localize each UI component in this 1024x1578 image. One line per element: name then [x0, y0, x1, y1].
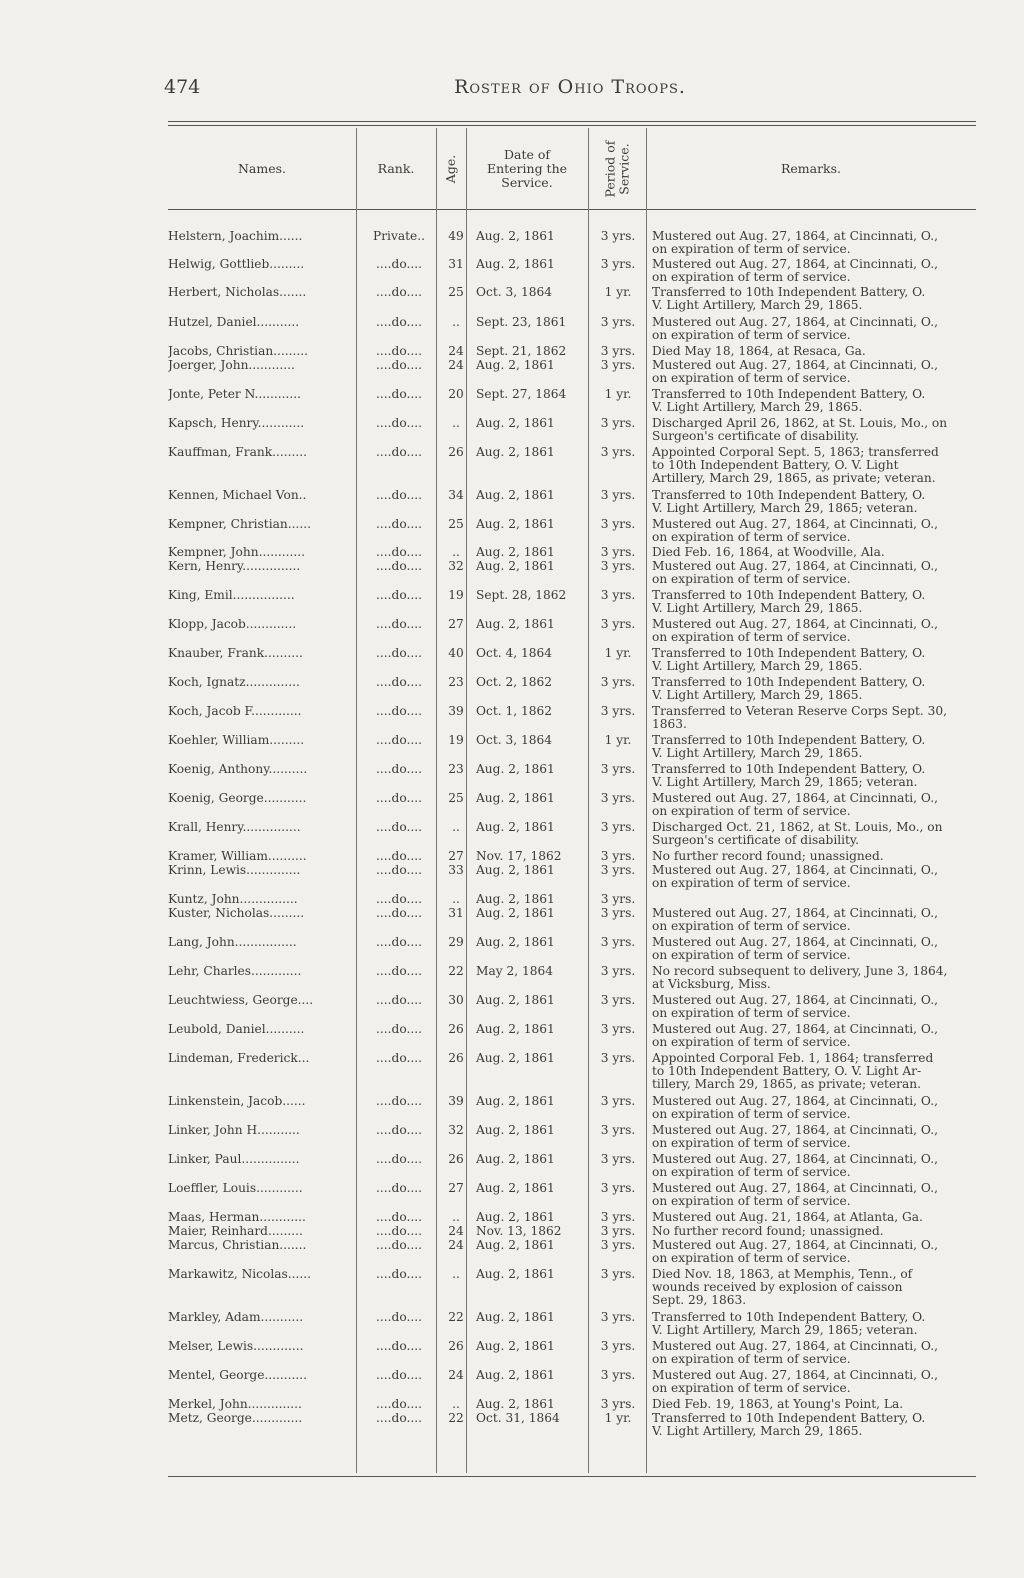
soldier-name: Linker, John H........... — [168, 1124, 300, 1137]
period-cell: 3 yrs. — [600, 316, 636, 329]
column-header-remarks: Remarks. — [780, 161, 842, 176]
remarks-cell: Transferred to 10th Independent Battery, O. V. Light Artillery, March 29, 1865. — [652, 676, 926, 702]
period-cell: 3 yrs. — [600, 1124, 636, 1137]
date-cell: Aug. 2, 1861 — [476, 230, 555, 243]
age-cell: 23 — [448, 763, 464, 776]
remarks-cell: Mustered out Aug. 21, 1864, at Atlanta, Ga. — [652, 1211, 923, 1224]
remarks-cell: Transferred to Veteran Reserve Corps Sept. 30, 1863. — [652, 705, 947, 731]
period-cell: 3 yrs. — [600, 936, 636, 949]
period-cell: 1 yr. — [604, 734, 632, 747]
soldier-name: Merkel, John.............. — [168, 1398, 302, 1411]
date-cell: Aug. 2, 1861 — [476, 618, 555, 631]
date-cell: Aug. 2, 1861 — [476, 1124, 555, 1137]
period-cell: 3 yrs. — [600, 1340, 636, 1353]
rank-cell: ....do.... — [376, 546, 422, 559]
remarks-cell: Transferred to 10th Independent Battery, O. V. Light Artillery, March 29, 1865. — [652, 589, 926, 615]
date-cell: Aug. 2, 1861 — [476, 1023, 555, 1036]
date-cell: Aug. 2, 1861 — [476, 1239, 555, 1252]
date-cell: Aug. 2, 1861 — [476, 1182, 555, 1195]
soldier-name: Kempner, John............ — [168, 546, 306, 559]
soldier-name: Lang, John................ — [168, 936, 297, 949]
period-cell: 3 yrs. — [600, 1095, 636, 1108]
rank-cell: ....do.... — [376, 936, 422, 949]
remarks-cell: Mustered out Aug. 27, 1864, at Cincinnati, O., on expiration of term of service. — [652, 864, 938, 890]
rank-cell: ....do.... — [376, 618, 422, 631]
period-cell: 1 yr. — [604, 388, 632, 401]
rank-cell: ....do.... — [376, 1182, 422, 1195]
rank-cell: ....do.... — [376, 893, 422, 906]
rank-cell: ....do.... — [376, 1225, 422, 1238]
soldier-name: Kern, Henry............... — [168, 560, 301, 573]
soldier-name: Hutzel, Daniel........... — [168, 316, 300, 329]
soldier-name: Maier, Reinhard......... — [168, 1225, 303, 1238]
age-cell: 39 — [448, 1095, 464, 1108]
rank-cell: ....do.... — [376, 258, 422, 271]
soldier-name: Leuchtwiess, George.... — [168, 994, 314, 1007]
age-cell: 22 — [448, 1311, 464, 1324]
soldier-name: Kempner, Christian...... — [168, 518, 311, 531]
age-cell: .. — [452, 417, 460, 430]
period-cell: 3 yrs. — [600, 1369, 636, 1382]
date-cell: Oct. 3, 1864 — [476, 734, 552, 747]
soldier-name: Marcus, Christian....... — [168, 1239, 307, 1252]
period-cell: 3 yrs. — [600, 965, 636, 978]
rank-cell: ....do.... — [376, 864, 422, 877]
age-cell: .. — [452, 893, 460, 906]
date-cell: Nov. 13, 1862 — [476, 1225, 562, 1238]
period-cell: 3 yrs. — [600, 489, 636, 502]
rank-cell: ....do.... — [376, 647, 422, 660]
soldier-name: Koch, Jacob F............. — [168, 705, 302, 718]
remarks-cell: Mustered out Aug. 27, 1864, at Cincinnati, O., on expiration of term of service. — [652, 936, 938, 962]
age-cell: 22 — [448, 965, 464, 978]
date-cell: Aug. 2, 1861 — [476, 1340, 555, 1353]
soldier-name: Koch, Ignatz.............. — [168, 676, 300, 689]
period-cell: 3 yrs. — [600, 518, 636, 531]
remarks-cell: Mustered out Aug. 27, 1864, at Cincinnati, O., on expiration of term of service. — [652, 1340, 938, 1366]
age-cell: 25 — [448, 792, 464, 805]
remarks-cell: Discharged Oct. 21, 1862, at St. Louis, Mo., on Surgeon's certificate of disability. — [652, 821, 943, 847]
rank-cell: Private.. — [373, 230, 425, 243]
date-cell: Aug. 2, 1861 — [476, 417, 555, 430]
remarks-cell: Transferred to 10th Independent Battery, O. V. Light Artillery, March 29, 1865. — [652, 286, 926, 312]
soldier-name: Helstern, Joachim...... — [168, 230, 303, 243]
period-cell: 3 yrs. — [600, 546, 636, 559]
age-cell: .. — [452, 1268, 460, 1281]
date-cell: Aug. 2, 1861 — [476, 1153, 555, 1166]
date-cell: Aug. 2, 1861 — [476, 560, 555, 573]
age-cell: 27 — [448, 850, 464, 863]
rank-cell: ....do.... — [376, 1412, 422, 1425]
remarks-cell: Died May 18, 1864, at Resaca, Ga. — [652, 345, 866, 358]
date-cell: Aug. 2, 1861 — [476, 1211, 555, 1224]
age-cell: .. — [452, 1398, 460, 1411]
rank-cell: ....do.... — [376, 489, 422, 502]
remarks-cell: Appointed Corporal Sept. 5, 1863; transferred to 10th Independent Battery, O. V. Light Artillery, March 29, 1865, as private; veteran. — [652, 446, 939, 485]
date-cell: Aug. 2, 1861 — [476, 763, 555, 776]
age-cell: 24 — [448, 345, 464, 358]
soldier-name: Helwig, Gottlieb......... — [168, 258, 305, 271]
period-cell: 3 yrs. — [600, 1268, 636, 1281]
age-cell: 24 — [448, 1239, 464, 1252]
soldier-name: Loeffler, Louis............ — [168, 1182, 303, 1195]
page-title: Roster of Ohio Troops. — [454, 76, 686, 98]
rank-cell: ....do.... — [376, 286, 422, 299]
rank-cell: ....do.... — [376, 907, 422, 920]
age-cell: 25 — [448, 286, 464, 299]
soldier-name: King, Emil................ — [168, 589, 295, 602]
page-number: 474 — [164, 76, 201, 98]
rank-cell: ....do.... — [376, 1239, 422, 1252]
period-cell: 3 yrs. — [600, 1211, 636, 1224]
remarks-cell: Mustered out Aug. 27, 1864, at Cincinnati, O., on expiration of term of service. — [652, 1153, 938, 1179]
soldier-name: Markawitz, Nicolas...... — [168, 1268, 312, 1281]
remarks-cell: Mustered out Aug. 27, 1864, at Cincinnati, O., on expiration of term of service. — [652, 258, 938, 284]
period-cell: 3 yrs. — [600, 792, 636, 805]
remarks-cell: Mustered out Aug. 27, 1864, at Cincinnati, O., on expiration of term of service. — [652, 1239, 938, 1265]
remarks-cell: Mustered out Aug. 27, 1864, at Cincinnati, O., on expiration of term of service. — [652, 316, 938, 342]
period-cell: 3 yrs. — [600, 907, 636, 920]
remarks-cell: Mustered out Aug. 27, 1864, at Cincinnati, O., on expiration of term of service. — [652, 518, 938, 544]
period-cell: 3 yrs. — [600, 417, 636, 430]
date-cell: Nov. 17, 1862 — [476, 850, 562, 863]
period-cell: 3 yrs. — [600, 850, 636, 863]
remarks-cell: Mustered out Aug. 27, 1864, at Cincinnati, O., on expiration of term of service. — [652, 907, 938, 933]
age-cell: 24 — [448, 1369, 464, 1382]
remarks-cell: No further record found; unassigned. — [652, 850, 884, 863]
date-cell: Oct. 1, 1862 — [476, 705, 552, 718]
rank-cell: ....do.... — [376, 1153, 422, 1166]
period-cell: 1 yr. — [604, 286, 632, 299]
date-cell: Aug. 2, 1861 — [476, 864, 555, 877]
age-cell: 31 — [448, 258, 464, 271]
period-cell: 3 yrs. — [600, 589, 636, 602]
period-cell: 3 yrs. — [600, 230, 636, 243]
date-cell: Aug. 2, 1861 — [476, 1095, 555, 1108]
remarks-cell: Mustered out Aug. 27, 1864, at Cincinnati, O., on expiration of term of service. — [652, 1124, 938, 1150]
age-cell: 22 — [448, 1412, 464, 1425]
period-cell: 3 yrs. — [600, 1225, 636, 1238]
date-cell: Aug. 2, 1861 — [476, 893, 555, 906]
remarks-cell: Mustered out Aug. 27, 1864, at Cincinnati, O., on expiration of term of service. — [652, 1023, 938, 1049]
rank-cell: ....do.... — [376, 446, 422, 459]
date-cell: Aug. 2, 1861 — [476, 907, 555, 920]
remarks-cell: No record subsequent to delivery, June 3, 1864, at Vicksburg, Miss. — [652, 965, 948, 991]
rank-cell: ....do.... — [376, 1268, 422, 1281]
remarks-cell: Mustered out Aug. 27, 1864, at Cincinnati, O., on expiration of term of service. — [652, 1369, 938, 1395]
period-cell: 3 yrs. — [600, 821, 636, 834]
soldier-name: Mentel, George........... — [168, 1369, 308, 1382]
soldier-name: Klopp, Jacob............. — [168, 618, 297, 631]
age-cell: .. — [452, 821, 460, 834]
period-cell: 3 yrs. — [600, 864, 636, 877]
rank-cell: ....do.... — [376, 821, 422, 834]
age-cell: 31 — [448, 907, 464, 920]
column-header-age-label: Age. — [443, 154, 458, 184]
remarks-cell: Mustered out Aug. 27, 1864, at Cincinnati, O., on expiration of term of service. — [652, 560, 938, 586]
soldier-name: Koehler, William......... — [168, 734, 305, 747]
date-cell: Aug. 2, 1861 — [476, 821, 555, 834]
date-cell: Aug. 2, 1861 — [476, 258, 555, 271]
rank-cell: ....do.... — [376, 705, 422, 718]
soldier-name: Kramer, William.......... — [168, 850, 307, 863]
age-cell: 23 — [448, 676, 464, 689]
soldier-name: Metz, George............. — [168, 1412, 303, 1425]
date-cell: Aug. 2, 1861 — [476, 994, 555, 1007]
soldier-name: Kennen, Michael Von.. — [168, 489, 307, 502]
date-cell: Aug. 2, 1861 — [476, 1369, 555, 1382]
remarks-cell: Transferred to 10th Independent Battery, O. V. Light Artillery, March 29, 1865. — [652, 1412, 926, 1438]
period-cell: 3 yrs. — [600, 1052, 636, 1065]
rank-cell: ....do.... — [376, 1369, 422, 1382]
age-cell: 26 — [448, 1052, 464, 1065]
remarks-cell: Died Feb. 16, 1864, at Woodville, Ala. — [652, 546, 885, 559]
age-cell: 39 — [448, 705, 464, 718]
rank-cell: ....do.... — [376, 1311, 422, 1324]
rank-cell: ....do.... — [376, 589, 422, 602]
date-cell: Aug. 2, 1861 — [476, 489, 555, 502]
rank-cell: ....do.... — [376, 1340, 422, 1353]
rank-cell: ....do.... — [376, 560, 422, 573]
period-cell: 3 yrs. — [600, 359, 636, 372]
date-cell: Sept. 21, 1862 — [476, 345, 567, 358]
period-cell: 3 yrs. — [600, 560, 636, 573]
period-cell: 3 yrs. — [600, 1311, 636, 1324]
period-cell: 3 yrs. — [600, 446, 636, 459]
remarks-cell: Died Feb. 19, 1863, at Young's Point, La. — [652, 1398, 904, 1411]
age-cell: 32 — [448, 560, 464, 573]
rank-cell: ....do.... — [376, 676, 422, 689]
date-cell: Oct. 3, 1864 — [476, 286, 552, 299]
rank-cell: ....do.... — [376, 994, 422, 1007]
rank-cell: ....do.... — [376, 1052, 422, 1065]
column-header-rank: Rank. — [377, 161, 415, 176]
remarks-cell: Mustered out Aug. 27, 1864, at Cincinnati, O., on expiration of term of service. — [652, 792, 938, 818]
soldier-name: Lehr, Charles............. — [168, 965, 302, 978]
date-cell: Oct. 2, 1862 — [476, 676, 552, 689]
age-cell: 26 — [448, 1023, 464, 1036]
period-cell: 3 yrs. — [600, 1239, 636, 1252]
period-cell: 3 yrs. — [600, 345, 636, 358]
date-cell: Aug. 2, 1861 — [476, 792, 555, 805]
period-cell: 3 yrs. — [600, 1182, 636, 1195]
rank-cell: ....do.... — [376, 792, 422, 805]
period-cell: 3 yrs. — [600, 994, 636, 1007]
remarks-cell: Discharged April 26, 1862, at St. Louis, Mo., on Surgeon's certificate of disability. — [652, 417, 948, 443]
date-cell: Aug. 2, 1861 — [476, 1311, 555, 1324]
age-cell: 27 — [448, 618, 464, 631]
rank-cell: ....do.... — [376, 1023, 422, 1036]
soldier-name: Kuntz, John............... — [168, 893, 298, 906]
age-cell: 49 — [448, 230, 464, 243]
age-cell: 27 — [448, 1182, 464, 1195]
age-cell: 32 — [448, 1124, 464, 1137]
age-cell: 19 — [448, 589, 464, 602]
remarks-cell: Mustered out Aug. 27, 1864, at Cincinnati, O., on expiration of term of service. — [652, 618, 938, 644]
age-cell: 26 — [448, 446, 464, 459]
age-cell: 25 — [448, 518, 464, 531]
period-cell: 3 yrs. — [600, 618, 636, 631]
remarks-cell: Mustered out Aug. 27, 1864, at Cincinnati, O., on expiration of term of service. — [652, 1182, 938, 1208]
age-cell: .. — [452, 1211, 460, 1224]
soldier-name: Knauber, Frank.......... — [168, 647, 303, 660]
period-cell: 3 yrs. — [600, 258, 636, 271]
column-header-date: Date of Entering the Service. — [486, 147, 568, 190]
remarks-cell: Mustered out Aug. 27, 1864, at Cincinnati, O., on expiration of term of service. — [652, 230, 938, 256]
rank-cell: ....do.... — [376, 417, 422, 430]
remarks-cell: Transferred to 10th Independent Battery, O. V. Light Artillery, March 29, 1865; veteran. — [652, 763, 926, 789]
rank-cell: ....do.... — [376, 518, 422, 531]
soldier-name: Kuster, Nicholas......... — [168, 907, 305, 920]
period-cell: 3 yrs. — [600, 1153, 636, 1166]
soldier-name: Markley, Adam........... — [168, 1311, 304, 1324]
date-cell: Aug. 2, 1861 — [476, 1268, 555, 1281]
rank-cell: ....do.... — [376, 1211, 422, 1224]
remarks-cell: Mustered out Aug. 27, 1864, at Cincinnati, O., on expiration of term of service. — [652, 1095, 938, 1121]
remarks-cell: Transferred to 10th Independent Battery, O. V. Light Artillery, March 29, 1865. — [652, 388, 926, 414]
date-cell: Aug. 2, 1861 — [476, 1052, 555, 1065]
remarks-cell: Transferred to 10th Independent Battery, O. V. Light Artillery, March 29, 1865. — [652, 734, 926, 760]
period-cell: 3 yrs. — [600, 705, 636, 718]
age-cell: 20 — [448, 388, 464, 401]
rank-cell: ....do.... — [376, 345, 422, 358]
soldier-name: Koenig, George........... — [168, 792, 307, 805]
rank-cell: ....do.... — [376, 1095, 422, 1108]
age-cell: .. — [452, 316, 460, 329]
period-cell: 3 yrs. — [600, 763, 636, 776]
age-cell: 40 — [448, 647, 464, 660]
age-cell: 33 — [448, 864, 464, 877]
soldier-name: Kapsch, Henry............ — [168, 417, 305, 430]
date-cell: Aug. 2, 1861 — [476, 936, 555, 949]
date-cell: Sept. 23, 1861 — [476, 316, 567, 329]
remarks-cell: Mustered out Aug. 27, 1864, at Cincinnati, O., on expiration of term of service. — [652, 994, 938, 1020]
soldier-name: Linkenstein, Jacob...... — [168, 1095, 306, 1108]
remarks-cell: Transferred to 10th Independent Battery, O. V. Light Artillery, March 29, 1865; veteran. — [652, 1311, 926, 1337]
age-cell: 26 — [448, 1340, 464, 1353]
age-cell: 26 — [448, 1153, 464, 1166]
rank-cell: ....do.... — [376, 965, 422, 978]
column-header-period-label: Period of Service. — [602, 140, 631, 198]
remarks-cell: Died Nov. 18, 1863, at Memphis, Tenn., of wounds received by explosion of caisson Sept. 29, 1863. — [652, 1268, 913, 1307]
period-cell: 3 yrs. — [600, 893, 636, 906]
date-cell: Aug. 2, 1861 — [476, 446, 555, 459]
remarks-cell: Mustered out Aug. 27, 1864, at Cincinnati, O., on expiration of term of service. — [652, 359, 938, 385]
remarks-cell: No further record found; unassigned. — [652, 1225, 884, 1238]
rank-cell: ....do.... — [376, 359, 422, 372]
period-cell: 3 yrs. — [600, 1398, 636, 1411]
period-cell: 1 yr. — [604, 1412, 632, 1425]
period-cell: 3 yrs. — [600, 676, 636, 689]
age-cell: .. — [452, 546, 460, 559]
soldier-name: Leubold, Daniel.......... — [168, 1023, 305, 1036]
soldier-name: Lindeman, Frederick... — [168, 1052, 310, 1065]
date-cell: Oct. 31, 1864 — [476, 1412, 560, 1425]
rank-cell: ....do.... — [376, 1398, 422, 1411]
date-cell: Aug. 2, 1861 — [476, 518, 555, 531]
period-cell: 1 yr. — [604, 647, 632, 660]
soldier-name: Krinn, Lewis.............. — [168, 864, 301, 877]
age-cell: 24 — [448, 1225, 464, 1238]
date-cell: Oct. 4, 1864 — [476, 647, 552, 660]
date-cell: Aug. 2, 1861 — [476, 546, 555, 559]
date-cell: Aug. 2, 1861 — [476, 1398, 555, 1411]
column-header-names: Names. — [237, 161, 287, 176]
soldier-name: Jacobs, Christian......... — [168, 345, 309, 358]
date-cell: May 2, 1864 — [476, 965, 554, 978]
rank-cell: ....do.... — [376, 734, 422, 747]
rank-cell: ....do.... — [376, 388, 422, 401]
rank-cell: ....do.... — [376, 1124, 422, 1137]
soldier-name: Melser, Lewis............. — [168, 1340, 304, 1353]
date-cell: Aug. 2, 1861 — [476, 359, 555, 372]
date-cell: Sept. 27, 1864 — [476, 388, 567, 401]
soldier-name: Koenig, Anthony.......... — [168, 763, 308, 776]
soldier-name: Joerger, John............ — [168, 359, 295, 372]
date-cell: Sept. 28, 1862 — [476, 589, 567, 602]
soldier-name: Linker, Paul............... — [168, 1153, 300, 1166]
age-cell: 29 — [448, 936, 464, 949]
rank-cell: ....do.... — [376, 850, 422, 863]
rank-cell: ....do.... — [376, 316, 422, 329]
age-cell: 34 — [448, 489, 464, 502]
age-cell: 24 — [448, 359, 464, 372]
soldier-name: Maas, Herman............ — [168, 1211, 306, 1224]
remarks-cell: Transferred to 10th Independent Battery, O. V. Light Artillery, March 29, 1865; veteran. — [652, 489, 926, 515]
soldier-name: Jonte, Peter N............ — [168, 388, 301, 401]
remarks-cell: Transferred to 10th Independent Battery, O. V. Light Artillery, March 29, 1865. — [652, 647, 926, 673]
soldier-name: Krall, Henry............... — [168, 821, 301, 834]
period-cell: 3 yrs. — [600, 1023, 636, 1036]
age-cell: 19 — [448, 734, 464, 747]
age-cell: 30 — [448, 994, 464, 1007]
soldier-name: Kauffman, Frank......... — [168, 446, 307, 459]
remarks-cell: Appointed Corporal Feb. 1, 1864; transferred to 10th Independent Battery, O. V. Light Ar- tillery, March 29, 1865, as private; veteran. — [652, 1052, 934, 1091]
rank-cell: ....do.... — [376, 763, 422, 776]
soldier-name: Herbert, Nicholas....... — [168, 286, 307, 299]
